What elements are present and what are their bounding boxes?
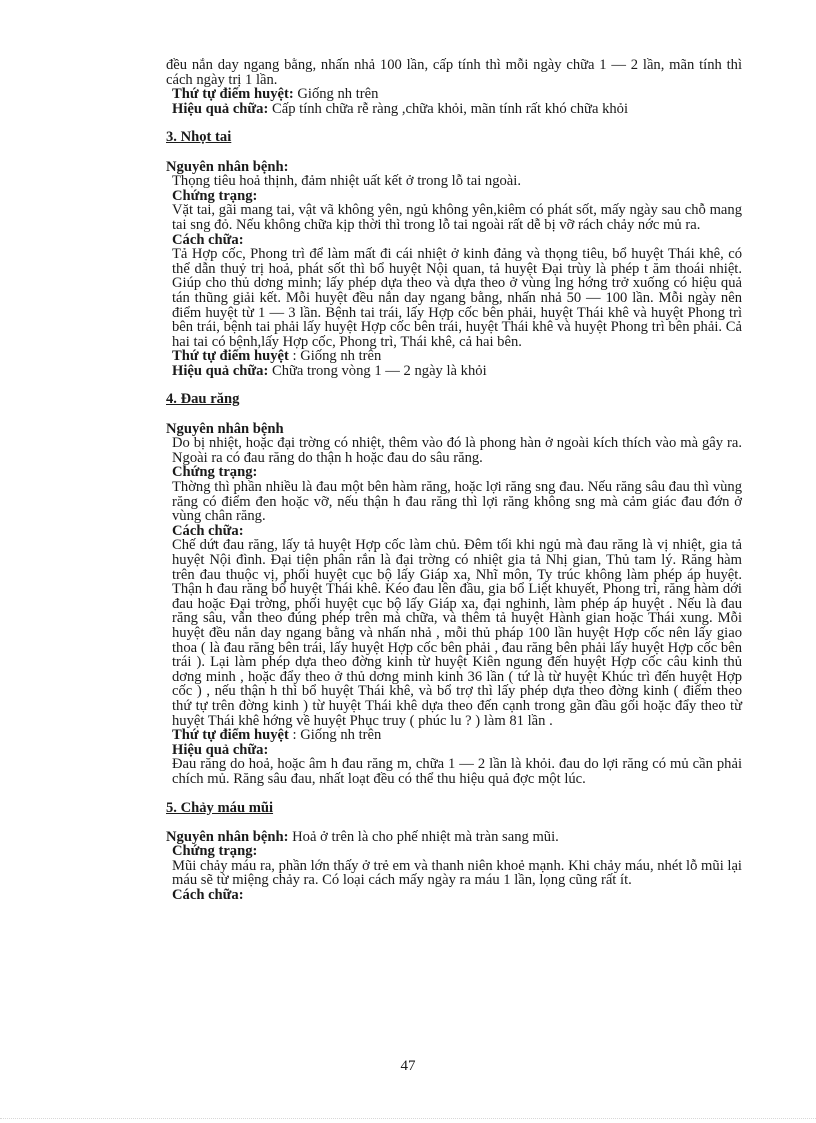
intro-order-line <box>166 87 742 102</box>
page-number: 47 <box>400 1058 416 1074</box>
cause-text: Thọng tiêu hoả thịnh, đảm nhiệt uất kết ở trong lỗ tai ngoài. <box>172 173 521 190</box>
effect-label: Hiệu quả chữa: <box>172 741 269 758</box>
cause-label: Nguyên nhân bệnh: <box>166 158 289 175</box>
order-text: Giống nh trên <box>293 86 379 103</box>
effect-text: Đau răng do hoả, hoặc âm h đau răng m, chữa 1 — 2 lần là khỏi. đau do lợi răng có mủ cần phải chích mủ. Răng sâu đau, nhất loạt đều có thể thu hiệu quả đợc một lúc. <box>172 756 742 787</box>
section-title: 4. Đau răng <box>166 391 240 408</box>
intro-effect-line <box>166 102 742 117</box>
symptom-text: Mũi chảy máu ra, phần lớn thấy ở trẻ em và thanh niên khoẻ mạnh. Khi chảy máu, nhét lỗ mũi lại máu sẽ từ miệng chảy ra. Có loại cách mấy ngày ra máu 1 lần, lọng cũng rất ít. <box>172 857 742 889</box>
order-line: Thứ tự điểm huyệt : Giống nh trên <box>172 727 382 744</box>
intro-paragraph: đều nắn day ngang bằng, nhấn nhả 100 lần, cấp tính thì mỗi ngày chữa 1 — 2 lần, mãn tính thì cách ngày trị 1 lần. <box>166 57 742 88</box>
effect-line: Hiệu quả chữa: Chữa trong vòng 1 — 2 ngày là khỏi <box>172 362 487 379</box>
section-4 <box>166 392 742 786</box>
symptom-text: Thờng thì phần nhiều là đau một bên hàm răng, hoặc lợi răng sng đau. Nếu răng sâu đau thì vùng răng có điểm đen hoặc vỡ, nếu thận h đau răng thì lợi răng không sng mà cảm giác đau đớn ở vùng chân răng. <box>172 479 742 525</box>
treat-text: Chế dứt đau răng, lấy tả huyệt Hợp cốc làm chủ. Đêm tối khi ngủ mà đau răng là vị nhiệt, gia tả huyệt Nội đình. Đại tiện phân rắn là đại trờng có nhiệt gia tả Nhị gian, Thủ tam lý. Răng hàm trên đau thuộc vị, phối huyệt cục bộ lấy Giáp xa, Nhĩ môn, Ty trúc không làm phép áp huyệt. Thận h đau răng bổ huyệt Thái khê. Kéo đau lên đầu, gia bổ Liệt khuyết, Phong trì, răng hàm dới đau hoặc Đại trờng, phối huyệt cục bộ lấy Giáp xa, đại nghinh, làm phép áp huyệt . Nếu là đau răng sâu, vẫn theo đúng phép trên mà chữa, và thêm tả huyệt Hành gian hoặc Thái xung. Mỗi huyệt đều nắn day ngang bằng và nhấn nhả , mỗi thủ pháp 100 lần huyệt Hợp cốc nên lấy giao thoa ( là đau răng bên trái, lấy huyệt Hợp cốc bên phải , đau răng bên phải lấy huyệt Hợp cốc bên trái ). Lại làm phép dựa theo đờng kinh từ huyệt Kiên ngung đến huyệt Hợp cốc câu kinh thủ dơng minh , hoặc đẩy theo ở thủ dơng minh kinh 36 lần ( tứ là từ huyệt Khúc trì đến huyệt Hợp cốc ) , nếu thận h thì bổ huyệt Thái khê, và bổ trợ thì lấy phép dựa theo đờng kinh ( điểm theo thứ tự trên đờng kinh ) từ huyệt Thái khê dựa theo đến cạnh trong gần đầu gối hoặc đẩy theo từ huyệt Thái khê hớng về huyệt Phục truy ( phúc lu ? ) làm 81 lần . <box>172 537 742 729</box>
section-title: 3. Nhọt tai <box>166 129 232 146</box>
treat-text: Tả Hợp cốc, Phong trì để làm mất đi cái nhiệt ở kinh đảng và thọng tiêu, bổ huyệt Thái khê, có thể dẫn thuỷ trị hoả, phát sốt thì bổ huyệt Nội quan, tả huyệt Đại trùy là phép t ăm thoái nhiệt. Giúp cho thủ dơng minh; lấy phép dựa theo và dựa theo ở vùng lng hớng trở xuống có hiệu quả tán thũng giải kết. Mỗi huyệt đều nắn day ngang bằng, nhấn nhả 50 — 100 lần. Mỗi ngày nên điểm huyệt từ 1 — 3 lần. Bệnh tai trái, lấy Hợp cốc bên phải, huyệt Thái khê và huyệt Phong trì bên trái, bệnh tai phải lấy huyệt Hợp cốc bên trái, huyệt Thái khê và huyệt Phong trì bên phải. Cả hai tai có bệnh,lấy Hợp cốc, Phong trì, Thái khê, cả hai bên. <box>172 246 742 350</box>
order-label: Thứ tự điểm huyệt: <box>172 86 294 103</box>
effect-text: Cấp tính chữa rễ ràng ,chữa khỏi, mãn tính rất khó chữa khỏi <box>268 100 629 117</box>
cause-text: Do bị nhiệt, hoặc đại trờng có nhiệt, thêm vào đó là phong hàn ở ngoài kích thích vào mà gây ra. Ngoài ra có đau răng do thận h hoặc đau do sâu răng. <box>172 435 742 466</box>
order-line: Thứ tự điểm huyệt : Giống nh trên <box>172 348 382 365</box>
cause-label: Nguyên nhân bệnh <box>166 420 284 437</box>
cause-line: Nguyên nhân bệnh: Hoả ở trên là cho phế nhiệt mà tràn sang mũi. <box>166 828 559 845</box>
treat-label: Cách chữa: <box>172 231 244 248</box>
section-title: 5. Chảy máu mũi <box>166 799 274 816</box>
document-page <box>166 58 742 903</box>
section-3 <box>166 130 742 378</box>
treat-label: Cách chữa: <box>172 522 244 539</box>
symptom-text: Vặt tai, gãi mang tai, vật vã không yên, ngủ không yên,kiêm có phát sốt, mấy ngày sau chỗ mang tai sng đỏ. Nếu không chữa kịp thời thì trong lỗ tai ngoài rất dễ bị vỡ rách chảy nớc mủ ra. <box>172 202 742 233</box>
effect-label: Hiệu quả chữa: <box>172 100 269 117</box>
page-border <box>0 1118 816 1120</box>
section-5 <box>166 801 742 903</box>
symptom-label: Chứng trạng: <box>172 843 258 860</box>
treat-label: Cách chữa: <box>172 887 244 904</box>
symptom-label: Chứng trạng: <box>172 187 258 204</box>
symptom-label: Chứng trạng: <box>172 464 258 481</box>
